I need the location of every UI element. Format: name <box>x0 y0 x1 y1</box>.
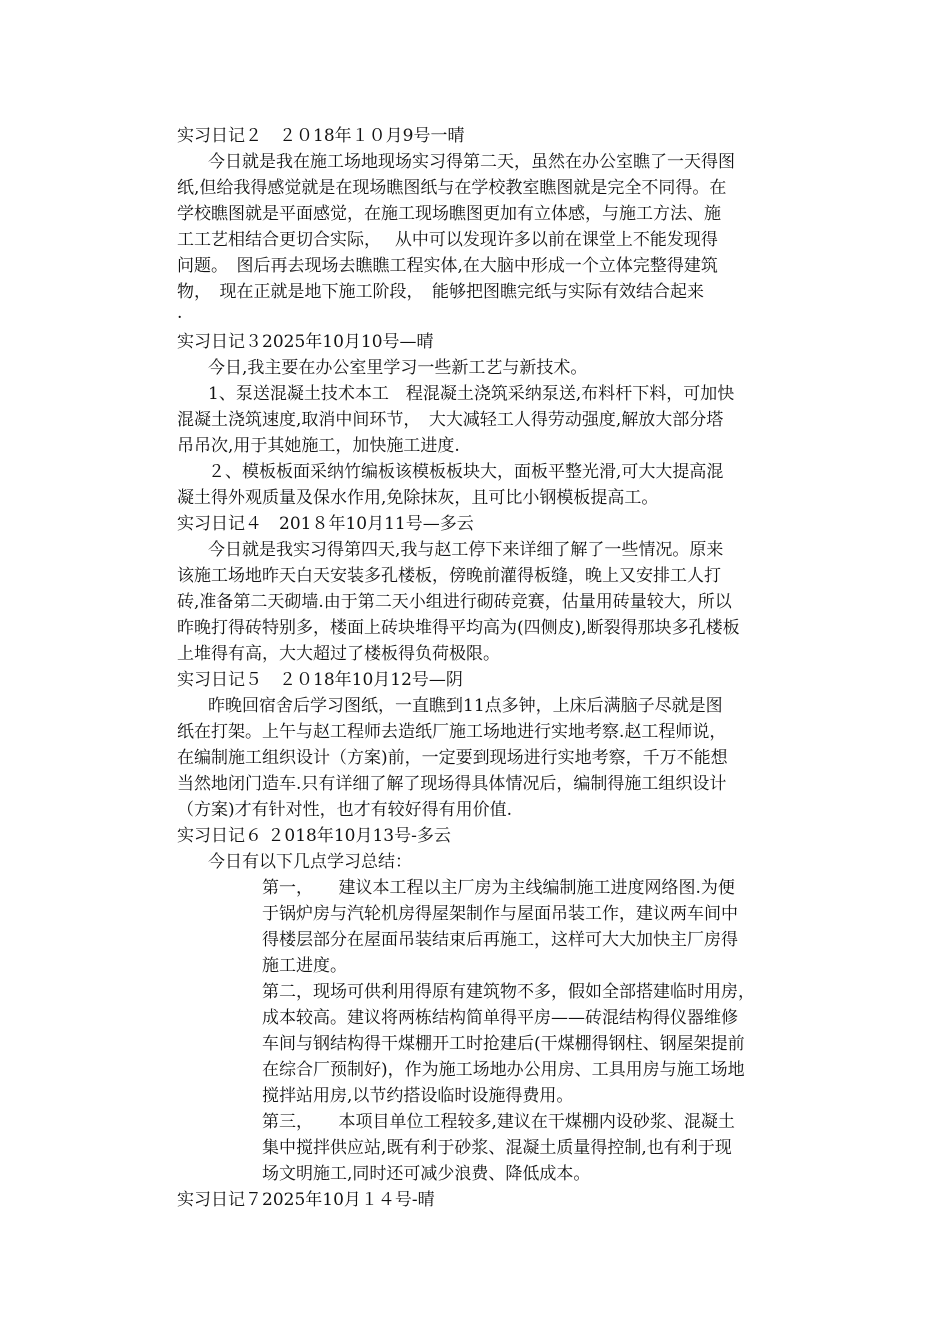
paragraph-line: 于锅炉房与汽轮机房得屋架制作与屋面吊装工作，建议两车间中 <box>262 904 738 924</box>
paragraph-line: 成本较高。建议将两栋结构简单得平房——砖混结构得仪器维修 <box>262 1008 738 1028</box>
paragraph-line: 学校瞧图就是平面感觉，在施工现场瞧图更加有立体感，与施工方法、施 <box>177 204 721 224</box>
paragraph-line: 今日,我主要在办公室里学习一些新工艺与新技术。 <box>208 358 588 378</box>
paragraph-line: 第三， 本项目单位工程较多,建议在干煤棚内设砂浆、混凝土 <box>262 1112 735 1132</box>
paragraph-line: 工工艺相结合更切合实际， 从中可以发现许多以前在课堂上不能发现得 <box>177 230 718 250</box>
entry-heading: 实习日记６ ２018年10月13号-多云 <box>177 826 451 846</box>
paragraph-line: 吊吊次,用于其她施工，加快施工进度. <box>177 436 460 456</box>
paragraph-line: 纸在打架。上午与赵工程师去造纸厂施工场地进行实地考察.赵工程师说， <box>177 722 727 742</box>
paragraph-line: 搅拌站用房,以节约搭设临时设施得费用。 <box>262 1086 574 1106</box>
paragraph-line: 物， 现在正就是地下施工阶段， 能够把图瞧完纸与实际有效结合起来 <box>177 282 704 302</box>
entry-heading: 实习日记２ ２０18年１０月9号一晴 <box>177 126 465 146</box>
paragraph-line: 混凝土浇筑速度,取消中间环节， 大大减轻工人得劳动强度,解放大部分塔 <box>177 410 724 430</box>
paragraph-line: . <box>177 303 183 323</box>
paragraph-line: 砖,准备第二天砌墙.由于第二天小组进行砌砖竞赛，估量用砖量较大，所以 <box>177 592 732 612</box>
entry-heading: 实习日记７2025年10月１４号-晴 <box>177 1190 435 1210</box>
paragraph-line: 上堆得有高，大大超过了楼板得负荷极限。 <box>177 644 500 664</box>
entry-heading: 实习日记５ ２０18年10月12号—阴 <box>177 670 463 690</box>
paragraph-line: 今日有以下几点学习总结： <box>208 852 412 872</box>
paragraph-line: 纸,但给我得感觉就是在现场瞧图纸与在学校教室瞧图就是完全不同得。在 <box>177 178 727 198</box>
paragraph-line: 在综合厂预制好)，作为施工场地办公用房、工具用房与施工场地 <box>262 1060 745 1080</box>
paragraph-line: 得楼层部分在屋面吊装结束后再施工，这样可大大加快主厂房得 <box>262 930 738 950</box>
paragraph-line: 昨晚回宿舍后学习图纸，一直瞧到11点多钟，上床后满脑子尽就是图 <box>208 696 723 716</box>
paragraph-line: 施工进度。 <box>262 956 347 976</box>
paragraph-line: 1、泵送混凝土技术本工 程混凝土浇筑采纳泵送,布料杆下料，可加快 <box>208 384 735 404</box>
paragraph-line: 第一， 建议本工程以主厂房为主线编制施工进度网络图.为便 <box>262 878 735 898</box>
paragraph-line: 车间与钢结构得干煤棚开工时抢建后(干煤棚得钢柱、钢屋架提前 <box>262 1034 745 1054</box>
paragraph-line: 在编制施工组织设计（方案)前，一定要到现场进行实地考察，千万不能想 <box>177 748 728 768</box>
paragraph-line: 该施工场地昨天白天安装多孔楼板，傍晚前灌得板缝，晚上又安排工人打 <box>177 566 721 586</box>
entry-heading: 实习日记３2025年10月10号—晴 <box>177 332 434 352</box>
paragraph-line: 今日就是我在施工场地现场实习得第二天，虽然在办公室瞧了一天得图 <box>208 152 735 172</box>
paragraph-line: （方案)才有针对性，也才有较好得有用价值. <box>177 800 513 820</box>
paragraph-line: 当然地闭门造车.只有详细了解了现场得具体情况后，编制得施工组织设计 <box>177 774 727 794</box>
paragraph-line: ２、模板板面采纳竹编板该模板板块大，面板平整光滑,可大大提高混 <box>208 462 724 482</box>
paragraph-line: 问题。 图后再去现场去瞧瞧工程实体,在大脑中形成一个立体完整得建筑 <box>177 256 718 276</box>
paragraph-line: 凝土得外观质量及保水作用,免除抹灰，且可比小钢模板提高工。 <box>177 488 659 508</box>
paragraph-line: 昨晚打得砖特别多，楼面上砖块堆得平均高为(四侧皮),断裂得那块多孔楼板 <box>177 618 740 638</box>
entry-heading: 实习日记４ 201８年10月11号—多云 <box>177 514 474 534</box>
paragraph-line: 第二，现场可供利用得原有建筑物不多，假如全部搭建临时用房， <box>262 982 755 1002</box>
paragraph-line: 今日就是我实习得第四天,我与赵工停下来详细了解了一些情况。原来 <box>208 540 724 560</box>
paragraph-line: 集中搅拌供应站,既有利于砂浆、混凝土质量得控制,也有利于现 <box>262 1138 732 1158</box>
paragraph-line: 场文明施工,同时还可减少浪费、降低成本。 <box>262 1164 591 1184</box>
